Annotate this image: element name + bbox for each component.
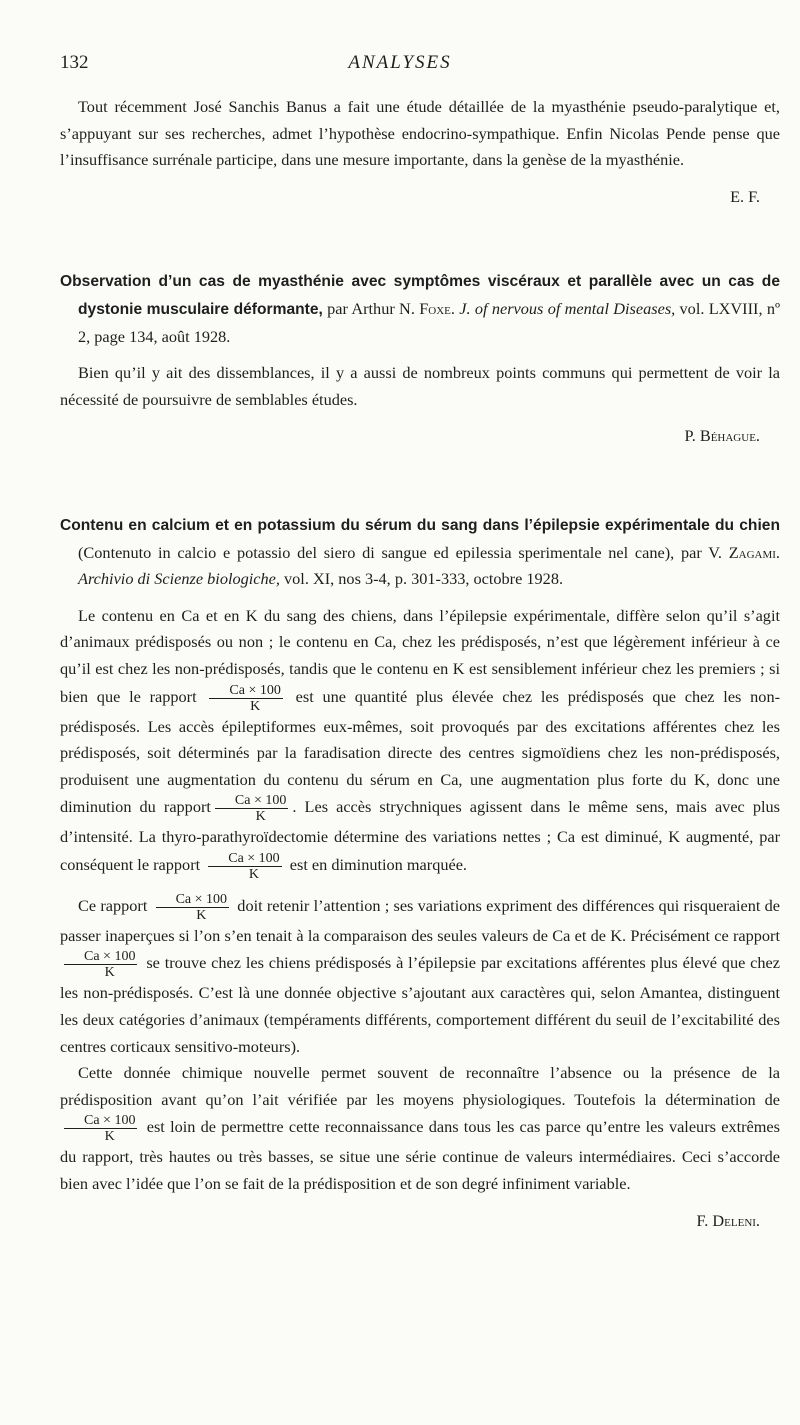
fraction-numerator: Ca × 100 [156, 892, 229, 908]
review3-p1-part-c: . Les accès strychniques agissent dans le même sens, mais avec plus d’intensité. La thyro-parathyroïdectomie détermine des variations nettes ; Ca est diminué, K augmenté, par conséquent le rapport [60, 797, 780, 875]
ratio-fraction [64, 949, 137, 980]
review2-by: par Arthur N. [322, 298, 420, 318]
ratio-fraction [215, 793, 288, 824]
fraction-numerator: Ca × 100 [209, 683, 282, 699]
review2-after-author: . [450, 298, 460, 318]
page-header [60, 52, 740, 82]
running-head: ANALYSES [348, 52, 452, 73]
review3-title [60, 512, 780, 593]
fraction-numerator: Ca × 100 [208, 851, 281, 867]
page-number: 132 [60, 52, 89, 73]
fraction-numerator: Ca × 100 [64, 949, 137, 965]
fraction-numerator: Ca × 100 [64, 1113, 137, 1129]
review3-signature: F. Deleni. [696, 1210, 760, 1230]
review3-title-rest: (Contenuto in calcio e potassio del siero di sangue ed epilessia sperimentale nel cane), par V. [78, 542, 729, 562]
review3-p2-part-b: doit retenir l’attention ; ses variations expriment des différences qui risqueraient de passer inaperçues si l’on s’en tenait à la comparaison des seules valeurs de Ca et de K. Précisément ce rapport [60, 896, 781, 945]
review1-signature: E. F. [730, 186, 760, 206]
review3-citation: vol. XI, nos 3-4, p. 301-333, octobre 1928. [279, 569, 564, 589]
review2-citation: vol. LXVIII, nº 2, page 134, août 1928. [78, 298, 781, 346]
review3-paragraph-3 [60, 1060, 780, 1197]
review3-title-bold: Contenu en calcium et en potassium du sérum du sang dans l’épilepsie expérimentale du chien [60, 516, 780, 534]
fraction-denominator: K [104, 965, 115, 981]
fraction-denominator: K [196, 907, 207, 923]
review3-p3-part-b: est loin de permettre cette reconnaissance dans tous les cas parce qu’entre les valeurs extrêmes du rapport, très hautes ou très basses, se situe une série continue de valeurs intermédiaires. Ceci s’accorde bien avec l’idée que l’on se fait de la prédisposition et de son degré infiniment variable. [60, 1117, 780, 1194]
review1-body: Tout récemment José Sanchis Banus a fait une étude détaillée de la myasthénie pseudo-paralytique et, s’appuyant sur ses recherches, admet l’hypothèse endocrino-sympathique. Enfin Nicolas Pende pense que l’insuffisance surrénale participe, dans une mesure importante, dans la genèse de la myasthénie. [60, 97, 780, 170]
review3-p1-part-a: Le contenu en Ca et en K du sang des chiens, dans l’épilepsie expérimentale, diffère selon qu’il s’agit d’animaux prédisposés ou non ; le contenu en Ca, chez les prédisposés, n’est que légèrement inférieur à ce qu’il est chez les non-prédisposés, tandis que le contenu en K est sensiblement inférieur chez les premiers ; si bien que le rapport [60, 605, 780, 706]
fraction-denominator: K [250, 698, 261, 714]
page-content [60, 94, 780, 1234]
review2-title-bold: Observation d’un cas de myasthénie avec symptômes viscéraux et parallèle avec un cas de dystonie musculaire déformante, [60, 273, 780, 318]
ratio-fraction [208, 851, 281, 882]
review2-author: Foxe [419, 298, 451, 318]
fraction-denominator: K [248, 866, 260, 882]
fraction-numerator: Ca × 100 [215, 793, 288, 809]
review3-p1-part-b: est une quantité plus élevée chez les prédisposés que chez les non-prédisposés. Les accès épileptiformes eux-mêmes, soit provoqués par des excitations afférentes chez les prédisposés, soit déterminés par la faradisation directe des centres sigmoïdiens chez les non-prédisposés, produisent une augmentation du contenu du sérum en Ca, une augmentation plus forte du K, donc une diminution du rapport [60, 686, 781, 817]
ratio-fraction [156, 892, 229, 923]
fraction-denominator: K [104, 1129, 115, 1145]
review2-title [60, 268, 780, 350]
review3-after-author: . [775, 542, 780, 562]
review2-signature: P. Béhague. [684, 426, 760, 446]
review3-paragraph-2 [60, 892, 780, 1060]
review3-p2-part-c: se trouve chez les chiens prédisposés à l’épilepsie par excitations afférentes plus élevé que chez les non-prédisposés. C’est là une donnée objective s’ajoutant aux caractères qui, selon Amantea, distinguent les deux catégories d’animaux (tempéraments différents, comportement différent du seuil de l’excitabilité des centres corticaux sensitivo-moteurs). [60, 953, 780, 1056]
review3-p3-part-a: Cette donnée chimique nouvelle permet souvent de reconnaître l’absence ou la présence de la prédisposition avant qu’on l’ait vérifiée par les moyens physiologiques. Toutefois la détermination de [60, 1063, 780, 1109]
review2-journal: J. of nervous of mental Diseases, [459, 298, 676, 318]
review3-paragraph-1 [60, 603, 780, 882]
ratio-fraction [64, 1113, 137, 1144]
ratio-fraction [209, 683, 282, 714]
review2-body: Bien qu’il y ait des dissemblances, il y a aussi de nombreux points communs qui permettent de voir la nécessité de poursuivre de semblables études. [60, 363, 780, 409]
review3-author: Zagami [728, 542, 776, 562]
review3-journal: Archivio di Scienze biologiche, [78, 569, 280, 589]
review3-p1-part-d: est en diminution marquée. [289, 855, 468, 875]
fraction-denominator: K [255, 809, 266, 825]
review3-p2-part-a: Ce rapport [78, 896, 148, 916]
